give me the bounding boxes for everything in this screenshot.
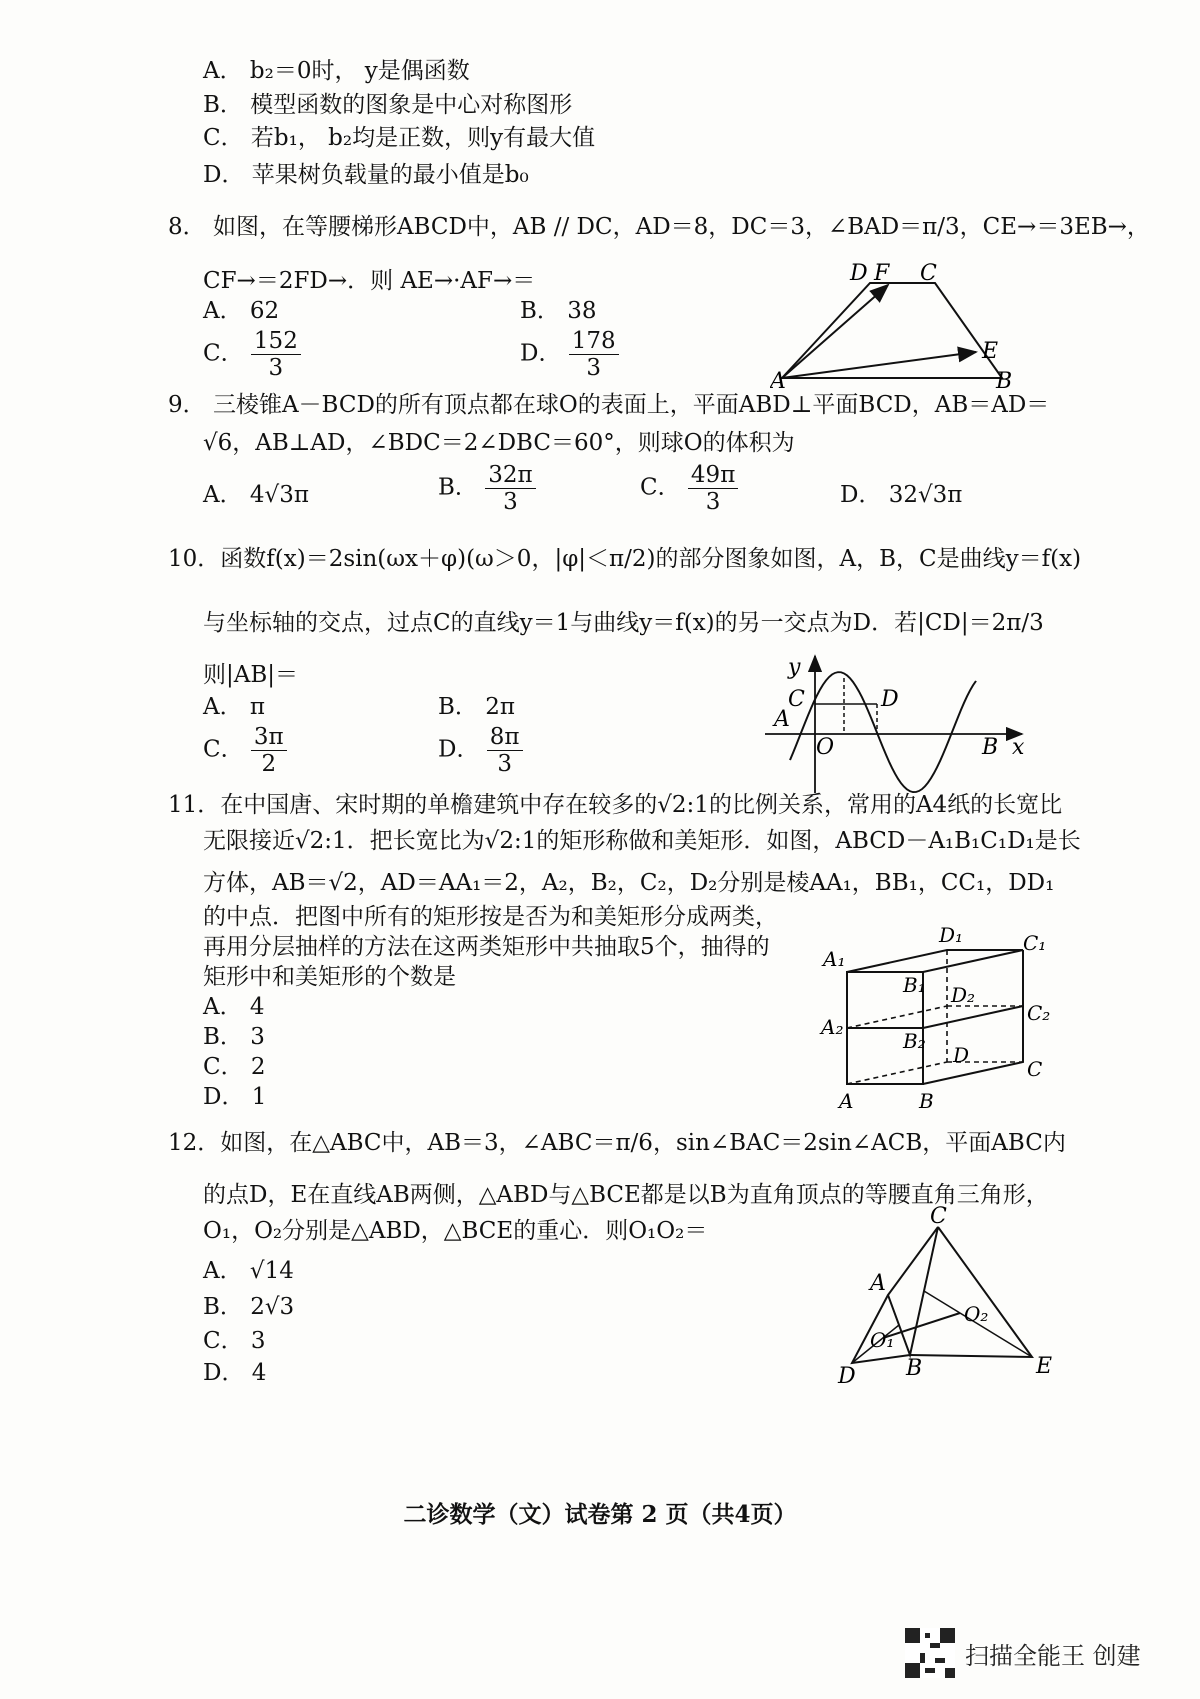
q11-label-a: A [839,1089,854,1113]
q10-option-c-den: 2 [261,751,277,777]
q11-label-a1: A₁ [823,947,846,971]
q10-option-d [438,724,523,777]
page-footer: 二诊数学（文）试卷第 2 页（共4页） [403,1501,797,1528]
q8-label-a: A [770,369,786,393]
q12-triangle-abc [888,1227,938,1355]
q7-option-d: D． 苹果树负载量的最小值是b₀ [203,162,529,188]
q10-option-a: A． π [203,694,266,720]
q11-stem-line6: 矩形中和美矩形的个数是 [203,964,456,990]
q8-label-c: C [920,261,937,286]
q7-option-b: B． 模型函数的图象是中心对称图形 [203,92,573,118]
q11-option-d: D． 1 [203,1084,267,1110]
q12-stem-line3: O₁，O₂分别是△ABD，△BCE的重心．则O₁O₂＝ [203,1218,708,1244]
q8-label-e: E [982,339,999,364]
q9-stem-line2: √6，AB⊥AD，∠BDC＝2∠DBC＝60°，则球O的体积为 [203,430,795,456]
q12-option-b: B． 2√3 [203,1294,295,1320]
scanner-watermark [905,1628,1141,1678]
q12-stem-line1: 12．如图，在△ABC中，AB＝3，∠ABC＝π/6，sin∠BAC＝2sin∠ACB，平面ABC内 [168,1130,1066,1156]
q12-triangle-figure [830,1205,1070,1390]
q10-label-c: C [788,687,805,712]
q7-option-a: A． b₂＝0时， y是偶函数 [203,58,470,84]
q12-label-e: E [1036,1354,1053,1379]
q10-option-b: B． 2π [438,694,515,720]
q8-option-d-label: D． [520,340,562,367]
q10-label-a: A [774,707,790,732]
q10-option-c-label: C． [203,736,244,763]
qr-code-icon [905,1628,955,1678]
q10-option-d-label: D． [438,736,480,763]
q8-option-d-den: 3 [586,355,602,381]
q8-option-d-fraction [569,328,619,381]
q10-label-x: x [1012,735,1025,760]
q8-stem-line1: 8． 如图，在等腰梯形ABCD中，AB // DC，AD＝8，DC＝3，∠BAD＝π/3，CE→＝3EB→， [168,214,1150,240]
q9-option-c-label: C． [640,474,681,501]
q12-label-b: B [906,1356,923,1381]
q12-option-d: D． 4 [203,1360,267,1386]
q12-label-d: D [838,1364,856,1389]
q11-label-c2: C₂ [1027,1001,1051,1025]
q8-vector-af [782,285,888,378]
q10-stem-line3: 则|AB|＝ [203,662,299,688]
q11-label-d: D [953,1043,970,1067]
q10-option-d-den: 3 [497,751,512,777]
q11-stem-line3: 方体，AB＝√2，AD＝AA₁＝2，A₂，B₂，C₂，D₂分别是棱AA₁，BB₁，CC₁，DD₁ [203,870,1055,896]
q8-option-c-num: 152 [251,328,301,355]
q10-label-d: D [881,687,899,712]
q10-label-o: O [816,735,835,760]
q12-option-a: A． √14 [203,1258,294,1284]
q12-label-a: A [870,1271,886,1296]
q10-option-d-num: 8π [487,724,523,751]
q11-label-b: B [919,1089,934,1113]
q7-option-c: C． 若b₁， b₂均是正数，则y有最大值 [203,125,596,151]
q8-option-d [520,328,619,381]
q8-option-b: B． 38 [520,298,597,324]
q12-triangle-bce [910,1227,1032,1357]
q11-label-b2: B₂ [903,1029,926,1053]
q9-option-b-den: 3 [503,489,518,515]
q10-sine-graph [760,648,1050,798]
q9-option-b-fraction [485,462,535,515]
q10-stem-line1: 10．函数f(x)＝2sin(ωx＋φ)(ω＞0，|φ|＜π/2)的部分图象如图，A，B，C是曲线y＝f(x) [168,546,1082,572]
q9-option-b-label: B． [438,474,478,501]
watermark-text: 扫描全能王 创建 [965,1641,1141,1670]
q9-stem-line1: 9． 三棱锥A－BCD的所有顶点都在球O的表面上，平面ABD⊥平面BCD，AB＝AD＝ [168,392,1050,418]
q12-label-o2: O₂ [964,1302,989,1326]
q8-option-c-den: 3 [268,355,284,381]
q9-option-b-num: 32π [485,462,535,489]
q11-label-c1: C₁ [1023,931,1047,955]
q10-label-y: y [788,655,801,680]
q11-stem-line4: 的中点．把图中所有的矩形按是否为和美矩形分成两类， [203,904,778,930]
q9-option-b [438,462,536,515]
q8-label-f: F [874,261,890,286]
q8-option-c-label: C． [203,340,244,367]
q10-label-b: B [982,735,999,760]
q10-option-c-num: 3π [251,724,287,751]
q12-stem-line2: 的点D，E在直线AB两侧，△ABD与△BCE都是以B为直角顶点的等腰直角三角形， [203,1182,1049,1208]
q8-stem-line2: CF→＝2FD→．则 AE→·AF→＝ [203,268,536,294]
q11-stem-line5: 再用分层抽样的方法在这两类矩形中共抽取5个，抽得的 [203,934,770,960]
q10-option-c [203,724,287,777]
q12-option-c: C． 3 [203,1328,266,1354]
q9-option-c-num: 49π [688,462,738,489]
q10-stem-line2: 与坐标轴的交点，过点C的直线y＝1与曲线y＝f(x)的另一交点为D．若|CD|＝2π/3 [203,610,1044,636]
q10-option-d-fraction [487,724,523,777]
q9-option-c [640,462,738,515]
q11-top-face [847,950,1023,972]
q11-hidden-bottom [847,1062,947,1084]
q9-option-d: D． 32√3π [840,482,963,508]
q9-option-c-fraction [688,462,738,515]
q8-label-b: B [996,369,1013,393]
q9-option-c-den: 3 [705,489,721,515]
q11-label-a2: A₂ [821,1015,844,1039]
q8-trapezoid-figure [770,258,1050,393]
q11-label-b1: B₁ [903,973,926,997]
q9-option-a: A． 4√3π [203,482,309,508]
q10-option-c-fraction [251,724,287,777]
q8-option-d-num: 178 [569,328,619,355]
q8-vector-ae [782,352,976,378]
q11-label-d1: D₁ [939,923,964,947]
q8-option-a: A． 62 [203,298,280,324]
q12-label-o1: O₁ [870,1328,895,1352]
q11-hidden-mid [847,1006,947,1028]
q11-label-c: C [1027,1057,1043,1081]
q8-option-c [203,328,301,381]
q11-stem-line2: 无限接近√2:1．把长宽比为√2:1的矩形称做和美矩形．如图，ABCD－A₁B₁C₁D₁是长 [203,828,1081,854]
q11-label-d2: D₂ [951,983,976,1007]
q8-label-d: D [850,261,868,286]
q12-label-c: C [930,1205,947,1229]
q11-option-c: C． 2 [203,1054,266,1080]
q11-option-a: A． 4 [203,994,265,1020]
q11-cuboid-figure [815,922,1065,1117]
q12-segment-o1o2 [883,1313,960,1338]
q11-option-b: B． 3 [203,1024,265,1050]
q11-stem-line1: 11．在中国唐、宋时期的单檐建筑中存在较多的√2:1的比例关系，常用的A4纸的长宽比 [168,792,1063,818]
q11-mid-right [923,1006,1023,1028]
q8-option-c-fraction [251,328,301,381]
